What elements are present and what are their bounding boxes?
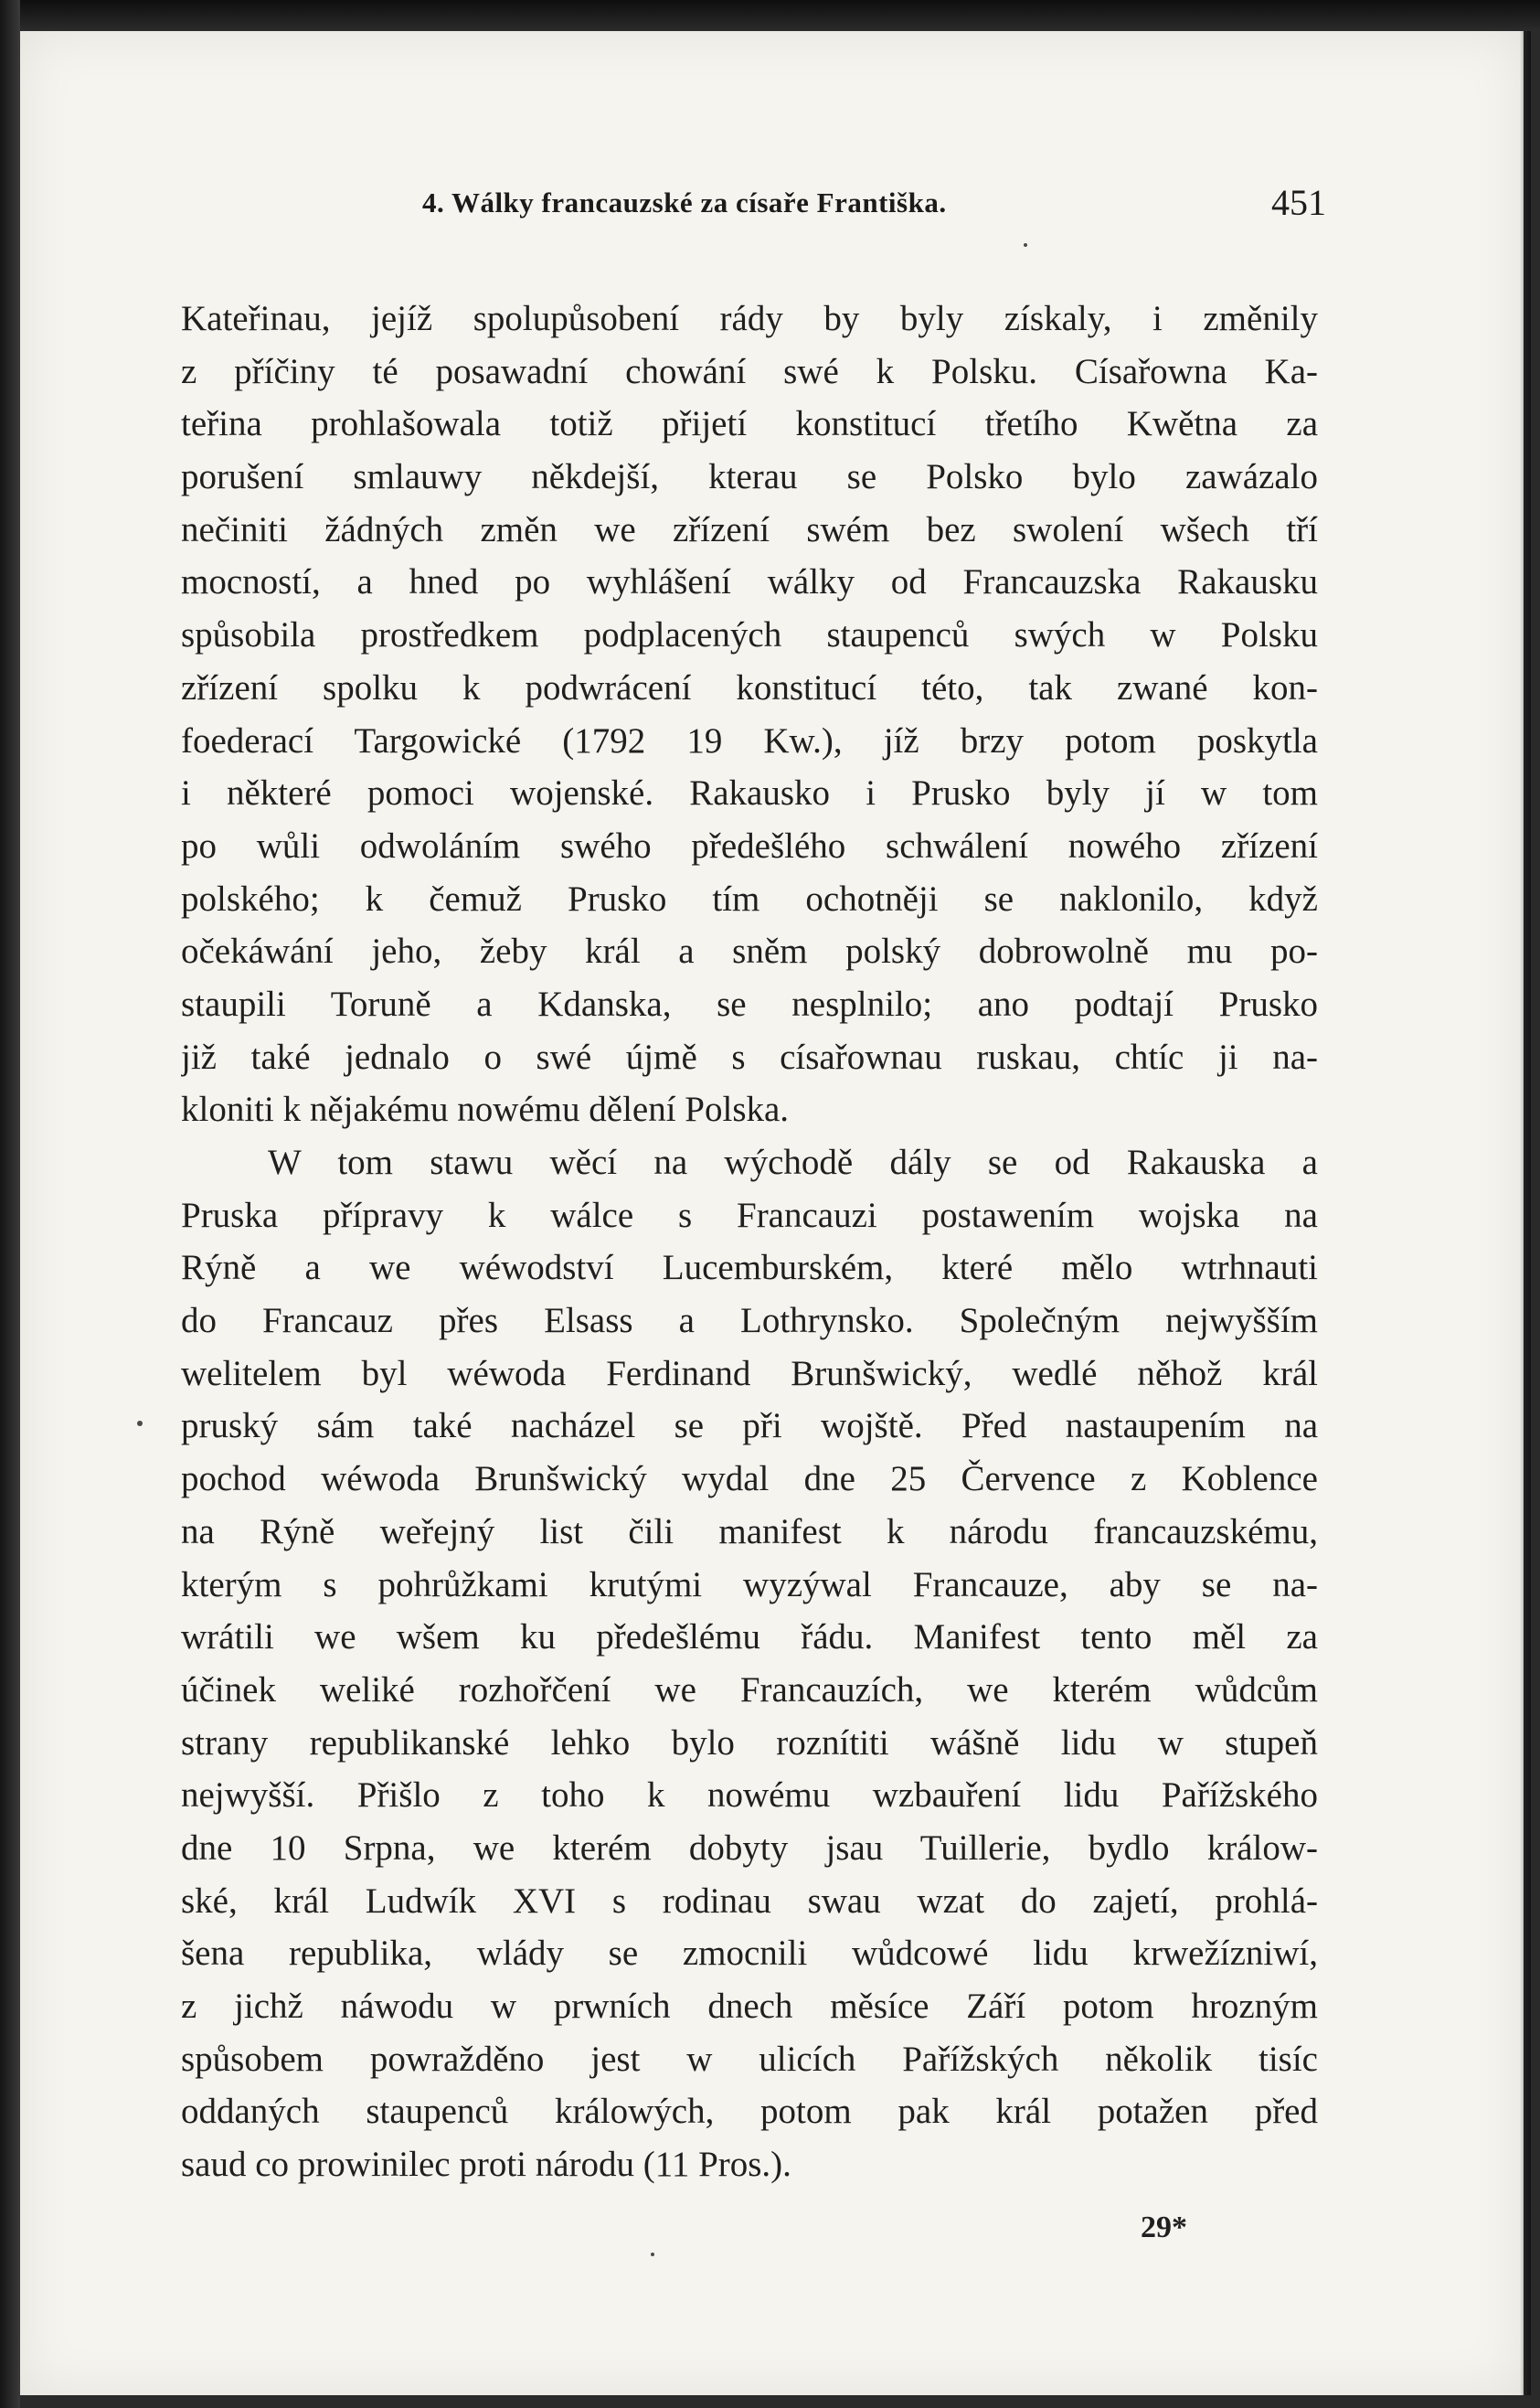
text-line: welitelem byl wéwoda Ferdinand Brunšwický, wedlé něhož král	[181, 1353, 1318, 1393]
ink-speck	[651, 2253, 654, 2256]
paragraph-end-line: kloniti k nějakému nowému dělení Polska.	[181, 1090, 790, 1130]
text-line: staupili Toruně a Kdanska, se nesplnilo; ano podtají Prusko	[181, 984, 1318, 1024]
text-line: šena republika, wlády se zmocnili wůdcowé lidu krwežízniwí,	[181, 1934, 1318, 1974]
body-text	[181, 293, 1318, 2191]
text-line: ské, král Ludwík XVI s rodinau swau wzat do zajetí, prohlá-	[181, 1881, 1318, 1921]
ink-speck	[137, 1421, 143, 1426]
text-line: strany republikanské lehko bylo roznítiti wášně lidu w stupeň	[181, 1722, 1318, 1763]
book-page	[20, 31, 1524, 2395]
page-number: 451	[1271, 182, 1326, 223]
ink-speck	[1024, 243, 1027, 247]
text-line: spůsobila prostředkem podplacených staupenců swých w Polsku	[181, 615, 1318, 655]
text-line: do Francauz přes Elsass a Lothrynsko. Společným nejwyšším	[181, 1301, 1318, 1341]
text-line: mocností, a hned po wyhlášení wálky od Francauzska Rakausku	[181, 562, 1318, 602]
signature-mark: 29*	[1141, 2211, 1187, 2244]
text-line: očekáwání jeho, žeby král a sněm polský dobrowolně mu po-	[181, 932, 1318, 972]
paragraph-first-line: W tom stawu wěcí na wýchodě dály se od Rakauska a	[268, 1143, 1318, 1182]
text-line: pruský sám také nacházel se při wojště. Před nastaupením na	[181, 1406, 1318, 1446]
text-line: teřina prohlašowala totiž přijetí konstitucí třetího Kwětna za	[181, 404, 1318, 444]
text-line: z jichž náwodu w prwních dnech měsíce Září potom hrozným	[181, 1987, 1318, 2026]
text-line: wrátili we wšem ku předešlému řádu. Manifest tento měl za	[181, 1617, 1318, 1657]
text-line: porušení smlauwy někdejší, kterau se Polsko bylo zawázalo	[181, 457, 1318, 497]
text-line: Pruska přípravy k wálce s Francauzi postawením wojska na	[181, 1195, 1318, 1235]
text-line: kterým s pohrůžkami krutými wyzýwal Francauze, aby se na-	[181, 1564, 1318, 1604]
text-line: spůsobem powražděno jest w ulicích Pařížských několik tisíc	[181, 2039, 1318, 2079]
text-line: nejwyšší. Přišlo z toho k nowému wzbauření lidu Pařížského	[181, 1775, 1318, 1816]
text-line: Rýně a we wéwodství Lucemburském, které mělo wtrhnauti	[181, 1248, 1318, 1288]
paragraph-end-line: saud co prowinilec proti národu (11 Pros.).	[181, 2145, 791, 2185]
text-line: z příčiny té posawadní chowání swé k Polsku. Císařowna Ka-	[181, 351, 1318, 391]
text-line: i některé pomoci wojenské. Rakausko i Prusko byly jí w tom	[181, 773, 1318, 814]
text-line: již také jednalo o swé újmě s císařownau ruskau, chtíc ji na-	[181, 1037, 1318, 1077]
text-line: Kateřinau, jejíž spolupůsobení rády by byly získaly, i změnily	[181, 299, 1318, 338]
text-line: účinek weliké rozhořčení we Francauzích, we kterém wůdcům	[181, 1669, 1318, 1710]
text-line: pochod wéwoda Brunšwický wydal dne 25 Července z Koblence	[181, 1459, 1318, 1499]
text-line: foederací Targowické (1792 19 Kw.), jíž brzy potom poskytla	[181, 720, 1318, 761]
text-line: polského; k čemuž Prusko tím ochotněji se naklonilo, když	[181, 879, 1318, 919]
scan-border-top	[0, 0, 1540, 31]
text-line: dne 10 Srpna, we kterém dobyty jsau Tuillerie, bydlo králow-	[181, 1827, 1318, 1868]
text-line: zřízení spolku k podwrácení konstitucí této, tak zwané kon-	[181, 667, 1318, 708]
text-line: oddaných staupenců králowých, potom pak král potažen před	[181, 2092, 1318, 2132]
text-line: po wůli odwoláním swého předešlého schwálení nowého zřízení	[181, 826, 1318, 866]
text-line: nečiniti žádných změn we zřízení swém bez swolení wšech tří	[181, 509, 1318, 549]
text-line: na Rýně weřejný list čili manifest k národu francauzskému,	[181, 1511, 1318, 1551]
scan-border-left	[0, 0, 20, 2408]
running-head: 4. Wálky francauzské za císaře Františka.	[422, 186, 947, 218]
